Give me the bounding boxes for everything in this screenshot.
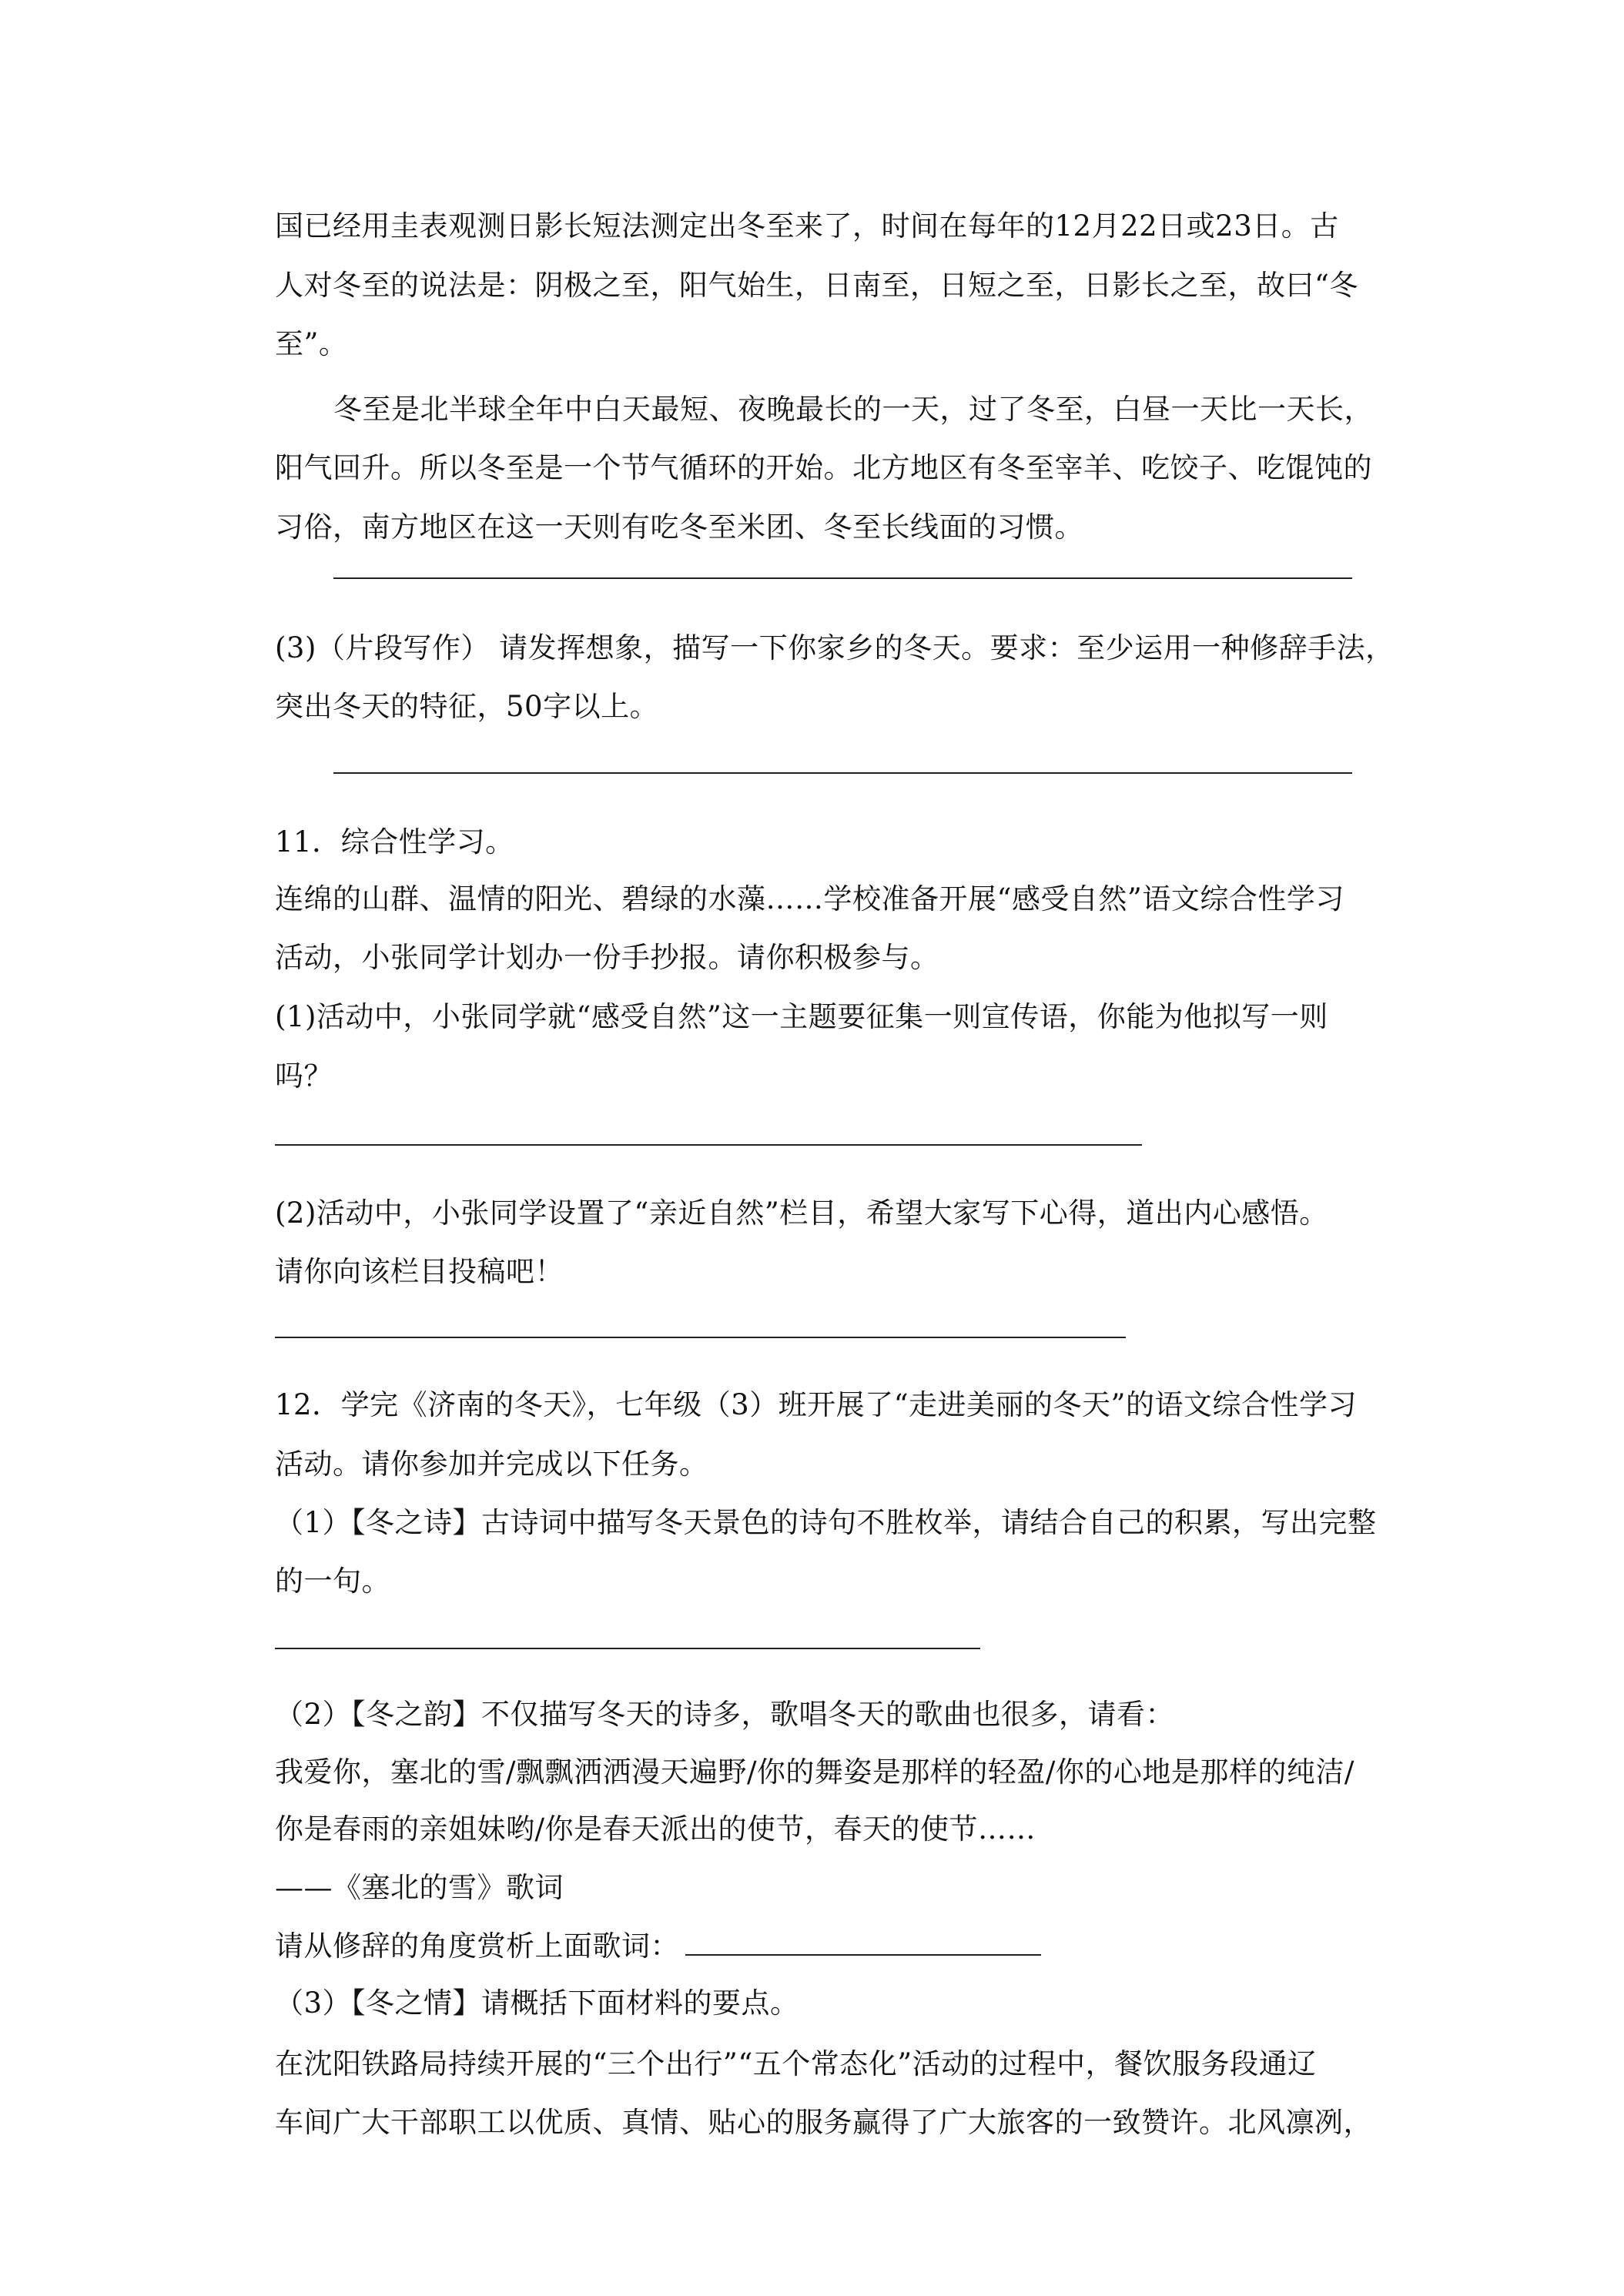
text-line: 突出冬天的特征，50字以上。 (275, 690, 659, 723)
answer-line[interactable] (275, 1337, 1126, 1338)
question-heading: 12．学完《济南的冬天》，七年级（3）班开展了“走进美丽的冬天”的语文综合性学习 (275, 1388, 1357, 1421)
answer-line[interactable] (275, 1648, 980, 1649)
prompt-text: 请从修辞的角度赏析上面歌词： (275, 1930, 679, 1963)
lyrics-line: 我爱你，塞北的雪/飘飘洒洒漫天遍野/你的舞姿是那样的轻盈/你的心地是那样的纯洁/ (275, 1755, 1354, 1789)
text-line: 连绵的山群、温情的阳光、碧绿的水藻……学校准备开展“感受自然”语文综合性学习 (275, 882, 1344, 915)
text-line: （3）【冬之情】请概括下面材料的要点。 (275, 1986, 799, 2020)
text-line: 人对冬至的说法是：阴极之至，阳气始生，日南至，日短之至，日影长之至，故曰“冬 (275, 269, 1358, 302)
text-line: 的一句。 (275, 1565, 390, 1598)
text-line: 冬至是北半球全年中白天最短、夜晚最长的一天，过了冬至，白昼一天比一天长， (333, 393, 1373, 426)
text-line: (1)活动中，小张同学就“感受自然”这一主题要征集一则宣传语，你能为他拟写一则 (275, 1000, 1328, 1033)
text-line: 国已经用圭表观测日影长短法测定出冬至来了，时间在每年的12月22日或23日。古 (275, 209, 1339, 243)
text-line (275, 1928, 1353, 1965)
text-line: 阳气回升。所以冬至是一个节气循环的开始。北方地区有冬至宰羊、吃饺子、吃馄饨的 (275, 451, 1372, 484)
text-line: 活动。请你参加并完成以下任务。 (275, 1448, 708, 1481)
text-line: 在沈阳铁路局持续开展的“三个出行”“五个常态化”活动的过程中，餐饮服务段通辽 (275, 2047, 1317, 2080)
text-line: 吗？ (275, 1059, 333, 1093)
text-line: （1）【冬之诗】古诗词中描写冬天景色的诗句不胜枚举，请结合自己的积累，写出完整 (275, 1506, 1377, 1539)
text-line: 请你向该栏目投稿吧！ (275, 1255, 564, 1288)
question-heading: 11．综合性学习。 (275, 825, 514, 858)
text-line: (2)活动中，小张同学设置了“亲近自然”栏目，希望大家写下心得，道出内心感悟。 (275, 1197, 1328, 1230)
text-line: 习俗，南方地区在这一天则有吃冬至米团、冬至长线面的习惯。 (275, 510, 1083, 544)
text-line: 活动，小张同学计划办一份手抄报。请你积极参与。 (275, 941, 939, 974)
text-line: 至”。 (275, 327, 348, 360)
text-line: (3)（片段写作） 请发挥想象，描写一下你家乡的冬天。要求：至少运用一种修辞手法， (275, 631, 1395, 664)
answer-line[interactable] (333, 772, 1352, 774)
answer-line[interactable] (333, 577, 1352, 579)
lyrics-line: 你是春雨的亲姐妹哟/你是春天派出的使节，春天的使节…… (275, 1812, 1036, 1846)
text-line: 车间广大干部职工以优质、真情、贴心的服务赢得了广大旅客的一致赞许。北风凛冽， (275, 2106, 1372, 2139)
answer-line[interactable] (275, 1144, 1142, 1146)
text-line: （2）【冬之韵】不仅描写冬天的诗多，歌唱冬天的歌曲也很多，请看： (275, 1698, 1175, 1731)
lyrics-source: ——《塞北的雪》歌词 (275, 1871, 564, 1904)
answer-line[interactable] (685, 1931, 1041, 1956)
